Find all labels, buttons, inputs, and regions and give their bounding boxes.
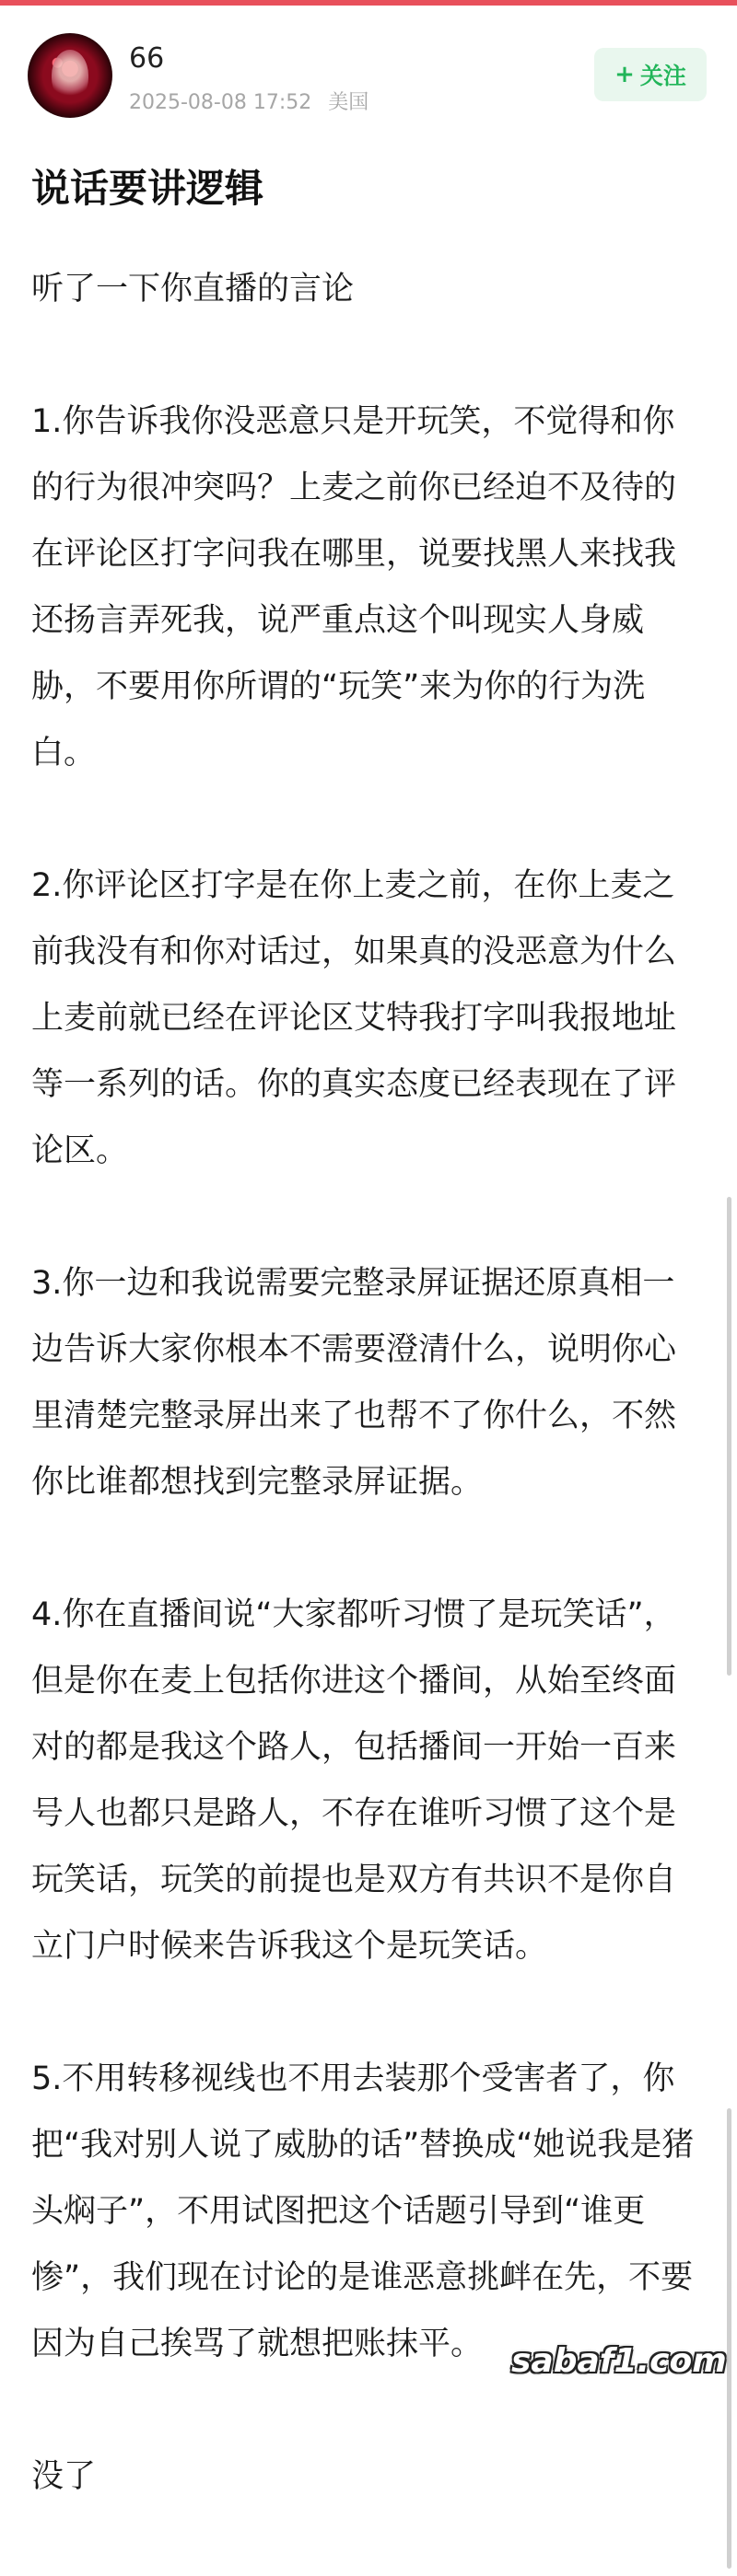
article-title: 说话要讲逻辑 [31,166,264,211]
article-paragraph-5: 5.不用转移视线也不用去装那个受害者了，你把“我对别人说了威胁的话”替换成“她说我是猪头焖子”，不用试图把这个话题引导到“谁更惨”，我们现在讨论的是谁恶意挑衅在先，不要因为自己挨骂了就想把账抹平。 [31,2060,695,2362]
plus-icon: + [614,61,635,88]
post-location: 美国 [328,91,369,114]
post-meta [129,87,368,115]
author-name[interactable]: 66 [129,42,165,75]
post-header [0,6,737,144]
follow-button[interactable] [594,48,707,101]
post-datetime: 2025-08-08 17:52 [129,91,312,114]
scrollbar-track-1[interactable] [727,1197,731,1676]
article-paragraph-1: 1.你告诉我你没恶意只是开玩笑，不觉得和你的行为很冲突吗？上麦之前你已经迫不及待的在评论区打字问我在哪里，说要找黑人来找我还扬言弄死我，说严重点这个叫现实人身威胁，不要用你所谓的“玩笑”来为你的行为洗白。 [31,403,677,772]
article-paragraph-3: 3.你一边和我说需要完整录屏证据还原真相一边告诉大家你根本不需要澄清什么，说明你心里清楚完整录屏出来了也帮不了你什么，不然你比谁都想找到完整录屏证据。 [31,1265,677,1501]
avatar[interactable] [28,33,112,118]
follow-label: 关注 [639,63,686,89]
article-closing: 没了 [31,2458,97,2495]
article-paragraph-4: 4.你在直播间说“大家都听习惯了是玩笑话”，但是你在麦上包括你进这个播间，从始至终面对的都是我这个路人，包括播间一开始一百来号人也都只是路人，不存在谁听习惯了这个是玩笑话，玩笑的前提也是双方有共识不是你自立门户时候来告诉我这个是玩笑话。 [31,1596,677,1965]
article-intro: 听了一下你直播的言论 [31,271,355,307]
article-body [31,256,704,2576]
scrollbar-track-2[interactable] [727,2108,731,2569]
watermark: sabaf1.com [511,2342,727,2380]
article-paragraph-2: 2.你评论区打字是在你上麦之前，在你上麦之前我没有和你对话过，如果真的没恶意为什么上麦前就已经在评论区艾特我打字叫我报地址等一系列的话。你的真实态度已经表现在了评论区。 [31,867,677,1169]
